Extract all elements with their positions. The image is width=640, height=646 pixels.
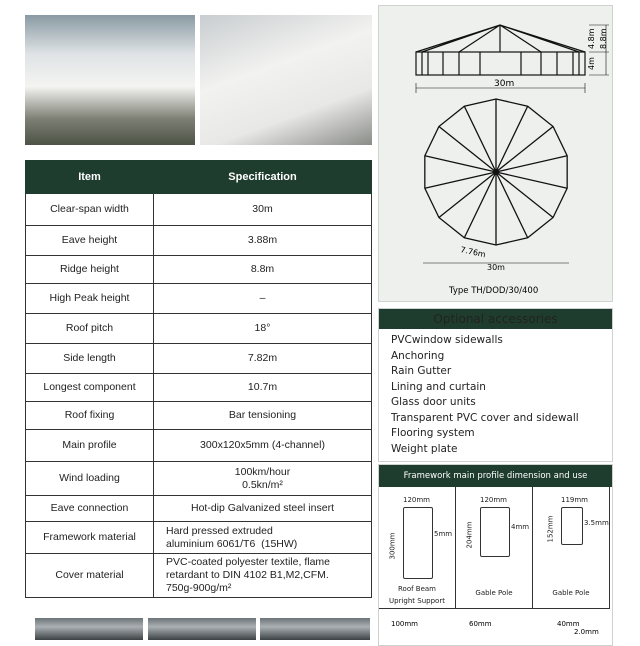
optional-accessories-panel — [378, 308, 613, 462]
side-length-label: 7.76m — [459, 245, 487, 260]
spec-value: 18° — [154, 314, 372, 344]
plan-width-label: 30m — [487, 263, 505, 272]
profile-section-shape — [561, 507, 583, 545]
plan-rafter — [496, 172, 528, 238]
peak-height-label: 4.8m — [587, 28, 596, 49]
bottom-photo-1 — [35, 618, 143, 640]
profile-section-shape — [403, 507, 433, 579]
profile-label: Gable Pole — [475, 589, 513, 597]
spec-value: 8.8m — [154, 256, 372, 284]
spec-value: 10.7m — [154, 374, 372, 402]
profiles-title: Framework main profile dimension and use — [379, 465, 612, 487]
profile-width: 120mm — [480, 496, 507, 504]
spec-item: Eave height — [26, 226, 154, 256]
spec-value: Hard pressed extruded aluminium 6061/T6 (15HW) — [154, 522, 372, 554]
profile-cell — [533, 487, 610, 609]
spec-item: Clear-span width — [26, 194, 154, 226]
profile-cell — [379, 487, 456, 609]
spec-item: Side length — [26, 344, 154, 374]
spec-table — [25, 160, 372, 598]
eave-height-label: 4m — [587, 57, 596, 70]
profile-label: Gable Pole — [552, 589, 590, 597]
spec-row — [26, 226, 372, 256]
spec-item: Roof fixing — [26, 402, 154, 430]
spec-value: Bar tensioning — [154, 402, 372, 430]
profile-thickness: 5mm — [434, 530, 453, 539]
spec-value: 3.88m — [154, 226, 372, 256]
plan-rafter — [496, 106, 528, 172]
spec-row — [26, 496, 372, 522]
tent-exterior-photo — [200, 15, 372, 145]
profile-thickness: 3.5mm — [584, 519, 609, 527]
spec-value: Hot-dip Galvanized steel insert — [154, 496, 372, 522]
spec-row — [26, 256, 372, 284]
spec-item: Eave connection — [26, 496, 154, 522]
profile-section-shape — [480, 507, 510, 557]
plan-rafter — [464, 172, 496, 238]
spec-row — [26, 314, 372, 344]
spec-item: Wind loading — [26, 462, 154, 496]
profile-width: 120mm — [403, 496, 430, 504]
spec-row — [26, 554, 372, 598]
profile-height: 152mm — [546, 515, 555, 543]
accessory-item: PVCwindow sidewalls — [391, 334, 503, 346]
accessory-item: Rain Gutter — [391, 365, 452, 377]
type-label: Type TH/DOD/30/400 — [449, 286, 539, 296]
partial-profile-dim: 2.0mm — [574, 628, 599, 636]
spec-row — [26, 194, 372, 226]
spec-item: Main profile — [26, 430, 154, 462]
spec-row — [26, 522, 372, 554]
spec-item: Longest component — [26, 374, 154, 402]
spec-item: High Peak height — [26, 284, 154, 314]
spec-item: Cover material — [26, 554, 154, 598]
spec-value: – — [154, 284, 372, 314]
spec-row — [26, 374, 372, 402]
partial-profile-dim: 60mm — [469, 620, 492, 628]
spec-row — [26, 284, 372, 314]
spec-value: 100km/hour 0.5kn/m² — [154, 462, 372, 496]
col-header-item: Item — [26, 161, 154, 194]
spec-item: Framework material — [26, 522, 154, 554]
tent-drawing-panel — [378, 5, 613, 302]
accessory-item: Anchoring — [391, 349, 445, 362]
tent-elevation-and-plan-drawing — [379, 6, 612, 301]
profile-height: 204mm — [465, 521, 474, 549]
profile-width: 119mm — [561, 496, 588, 504]
spec-value: 7.82m — [154, 344, 372, 374]
accessory-item: Glass door units — [391, 396, 476, 408]
accessory-item: Transparent PVC cover and sidewall — [391, 411, 579, 424]
plan-rafter — [464, 106, 496, 172]
partial-profile-dim: 100mm — [391, 620, 418, 628]
col-header-spec: Specification — [154, 161, 372, 194]
accessory-item: Weight plate — [391, 442, 458, 455]
partial-profile-dim: 40mm — [557, 620, 580, 628]
spec-row — [26, 430, 372, 462]
tent-aerial-photo — [25, 15, 195, 145]
spec-row — [26, 344, 372, 374]
spec-value: 30m — [154, 194, 372, 226]
spec-row — [26, 462, 372, 496]
accessories-title: Optional accessories — [379, 309, 612, 329]
spec-value: 300x120x5mm (4-channel) — [154, 430, 372, 462]
profile-dimension-panel — [378, 464, 613, 646]
spec-item: Roof pitch — [26, 314, 154, 344]
elevation-width-label: 30m — [494, 79, 515, 89]
profile-height: 300mm — [388, 532, 397, 560]
spec-value: PVC-coated polyester textile, flame retardant to DIN 4102 B1,M2,CFM. 750g-900g/m² — [154, 554, 372, 598]
accessory-item: Lining and curtain — [391, 380, 486, 393]
bottom-photo-2 — [148, 618, 256, 640]
profile-label: Roof Beam Upright Support — [389, 585, 445, 605]
profile-cell — [456, 487, 533, 609]
accessory-item: Flooring system — [391, 427, 475, 439]
spec-row — [26, 402, 372, 430]
profile-thickness: 4mm — [511, 523, 530, 531]
bottom-photo-3 — [260, 618, 370, 640]
total-height-label: 8.8m — [599, 28, 608, 49]
spec-item: Ridge height — [26, 256, 154, 284]
